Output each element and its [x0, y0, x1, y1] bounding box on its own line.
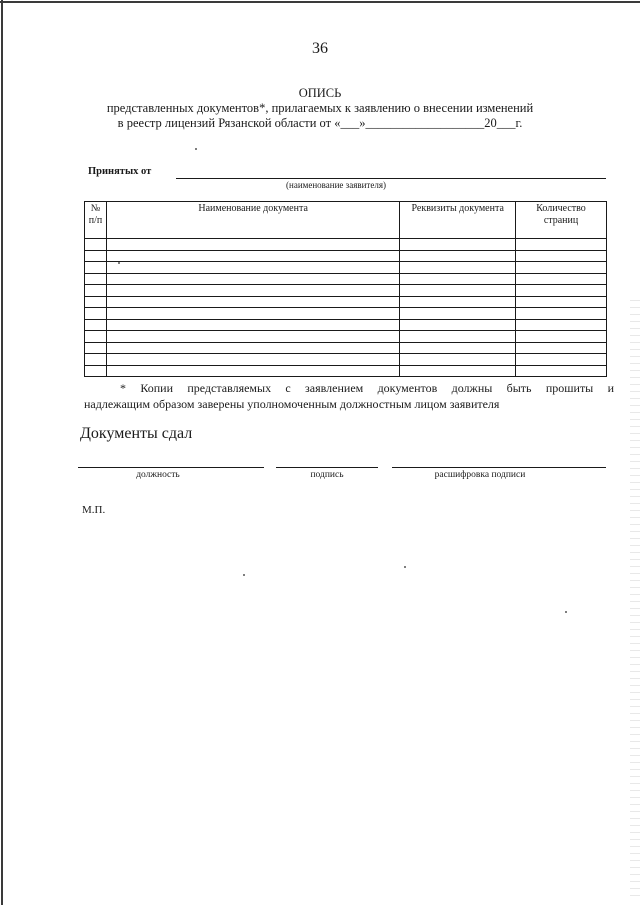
table-cell[interactable]	[85, 262, 107, 274]
table-cell[interactable]	[85, 273, 107, 285]
header-number: № п/п	[85, 202, 107, 239]
signature-decoding-field[interactable]	[392, 467, 606, 468]
signature-caption: подпись	[310, 470, 344, 480]
table-row	[85, 331, 607, 343]
table-cell[interactable]	[516, 250, 607, 262]
table-row	[85, 273, 607, 285]
table-cell[interactable]	[85, 331, 107, 343]
subtitle-line-1: представленных документов*, прилагаемых к заявлению о внесении изменений	[106, 101, 534, 115]
table-row	[85, 296, 607, 308]
table-cell[interactable]	[516, 319, 607, 331]
footnote	[84, 380, 614, 412]
table-row	[85, 308, 607, 320]
table-cell[interactable]	[516, 239, 607, 251]
table-cell[interactable]	[516, 262, 607, 274]
table-cell[interactable]	[400, 308, 516, 320]
document-subtitle	[0, 101, 640, 131]
subtitle-line-2: в реестр лицензий Рязанской области от «___»___________________20___г.	[117, 116, 523, 130]
page-number: 36	[312, 40, 328, 57]
table-cell[interactable]	[516, 342, 607, 354]
table-row	[85, 285, 607, 297]
table-cell[interactable]	[106, 296, 399, 308]
table-cell[interactable]	[106, 331, 399, 343]
header-document-details: Реквизиты документа	[400, 202, 516, 239]
table-cell[interactable]	[85, 296, 107, 308]
scan-speck	[404, 566, 406, 568]
received-from-label: Принятых от	[88, 166, 152, 177]
table-cell[interactable]	[400, 262, 516, 274]
table-cell[interactable]	[106, 273, 399, 285]
scan-edge-left	[0, 0, 6, 905]
table-cell[interactable]	[400, 285, 516, 297]
position-caption: должность	[136, 470, 180, 480]
table-cell[interactable]	[106, 239, 399, 251]
header-page-count: Количество страниц	[516, 202, 607, 239]
received-from-field[interactable]	[176, 178, 606, 179]
table-cell[interactable]	[85, 308, 107, 320]
table-header-row	[85, 202, 607, 239]
documents-table	[84, 201, 607, 377]
table-cell[interactable]	[85, 342, 107, 354]
table-cell[interactable]	[106, 354, 399, 366]
received-from-caption: (наименование заявителя)	[286, 180, 386, 190]
table-body	[85, 239, 607, 377]
header-document-name: Наименование документа	[106, 202, 399, 239]
scan-speck	[243, 574, 245, 576]
scan-noise	[630, 300, 640, 900]
table-cell[interactable]	[400, 354, 516, 366]
table-cell[interactable]	[85, 285, 107, 297]
table-row	[85, 250, 607, 262]
table-cell[interactable]	[400, 273, 516, 285]
table-cell[interactable]	[106, 319, 399, 331]
table-cell[interactable]	[106, 250, 399, 262]
table-cell[interactable]	[85, 319, 107, 331]
stamp-label: М.П.	[82, 504, 106, 516]
handed-over-label: Документы сдал	[80, 425, 193, 442]
table-row	[85, 342, 607, 354]
table-row	[85, 319, 607, 331]
footnote-line-1: * Копии представляемых с заявлением документов должны быть прошиты и	[120, 381, 614, 395]
table-cell[interactable]	[516, 331, 607, 343]
table-cell[interactable]	[400, 319, 516, 331]
table-cell[interactable]	[85, 365, 107, 377]
table-cell[interactable]	[106, 308, 399, 320]
table-cell[interactable]	[516, 296, 607, 308]
table-row	[85, 354, 607, 366]
table-cell[interactable]	[400, 250, 516, 262]
signature-field[interactable]	[276, 467, 378, 468]
position-field[interactable]	[78, 467, 264, 468]
table-row	[85, 365, 607, 377]
table-cell[interactable]	[85, 250, 107, 262]
table-cell[interactable]	[516, 308, 607, 320]
table-cell[interactable]	[106, 262, 399, 274]
table-cell[interactable]	[516, 365, 607, 377]
table-cell[interactable]	[85, 354, 107, 366]
table-cell[interactable]	[516, 273, 607, 285]
table-row	[85, 239, 607, 251]
footnote-line-2: надлежащим образом заверены уполномоченным должностным лицом заявителя	[84, 397, 500, 411]
table-cell[interactable]	[400, 296, 516, 308]
table-cell[interactable]	[400, 331, 516, 343]
scan-speck	[195, 148, 197, 150]
scan-speck	[565, 611, 567, 613]
table-cell[interactable]	[400, 342, 516, 354]
document-title: ОПИСЬ	[298, 86, 342, 100]
table-cell[interactable]	[106, 365, 399, 377]
table-cell[interactable]	[106, 285, 399, 297]
table-cell[interactable]	[85, 239, 107, 251]
signature-decoding-caption: расшифровка подписи	[434, 470, 526, 480]
table-cell[interactable]	[400, 239, 516, 251]
table-cell[interactable]	[516, 354, 607, 366]
scan-speck	[118, 262, 120, 264]
table-cell[interactable]	[400, 365, 516, 377]
table-row	[85, 262, 607, 274]
table-cell[interactable]	[106, 342, 399, 354]
scan-edge-top	[0, 0, 640, 6]
table-cell[interactable]	[516, 285, 607, 297]
